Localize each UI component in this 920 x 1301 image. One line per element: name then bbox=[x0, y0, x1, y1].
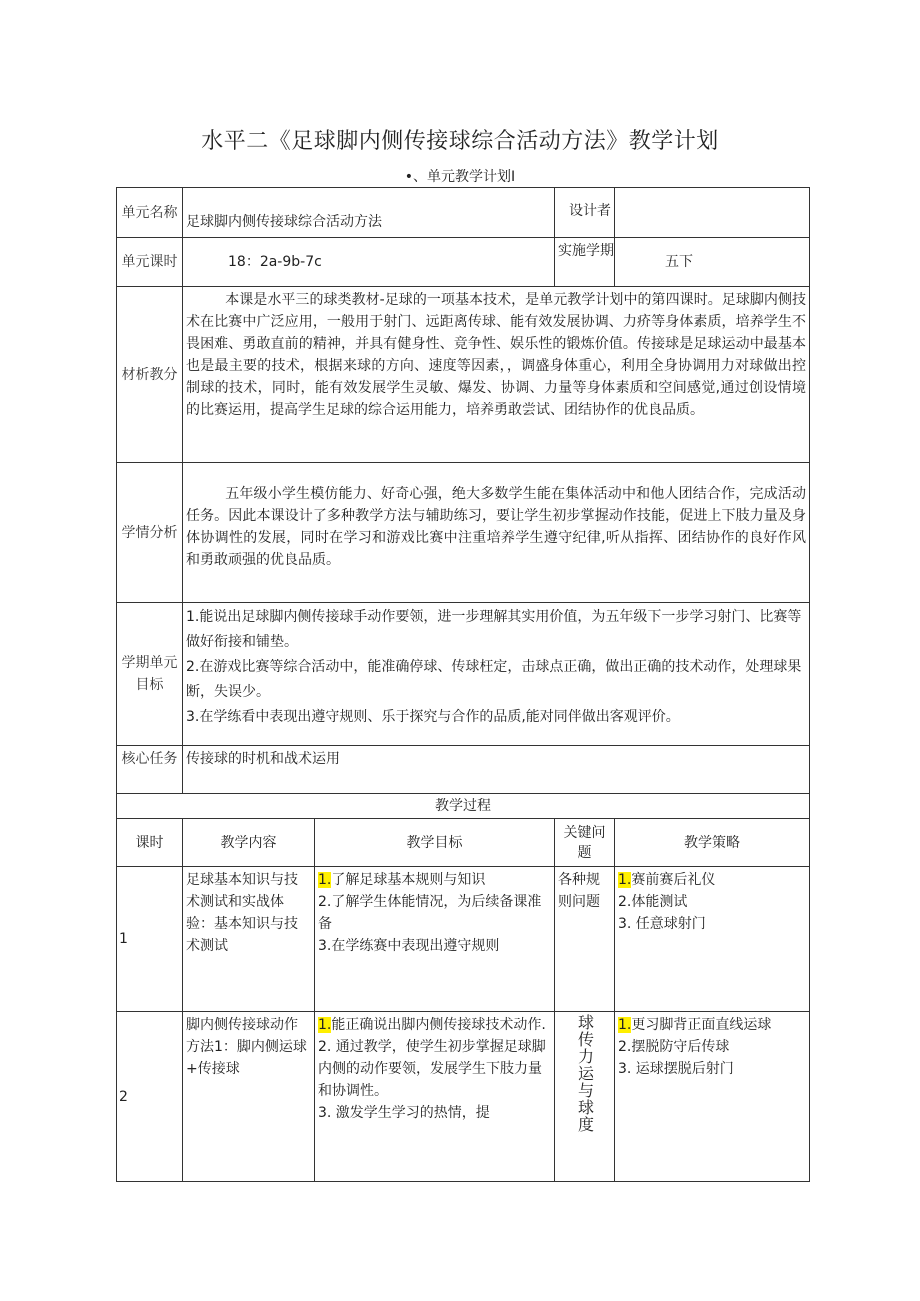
process-header-row bbox=[117, 819, 810, 867]
goal-first: 了解足球基本规则与知识 bbox=[331, 872, 486, 888]
header-goal: 教学目标 bbox=[315, 819, 555, 867]
core-task-label: 核心任务 bbox=[117, 746, 183, 794]
unit-goals-list bbox=[183, 603, 810, 746]
term-value: 五下 bbox=[615, 238, 810, 287]
lesson-number: 2 bbox=[117, 1012, 183, 1182]
strategy-rest: 2.摆脱防守后传球 3. 运球摆脱后射门 bbox=[618, 1039, 734, 1077]
unit-goals-label: 学期单元目标 bbox=[117, 603, 183, 746]
strategy-rest: 2.体能测试 3. 任意球射门 bbox=[618, 894, 706, 932]
lesson-row-1 bbox=[117, 867, 810, 1012]
core-task-text: 传接球的时机和战术运用 bbox=[183, 746, 810, 794]
unit-hours-label: 单元课时 bbox=[117, 238, 183, 287]
strategy-first: 赛前赛后礼仪 bbox=[631, 872, 716, 888]
strategy-highlight-number: 1. bbox=[618, 1017, 632, 1033]
process-heading: 教学过程 bbox=[117, 794, 810, 819]
lesson-key-question: 各种规则问题 bbox=[555, 867, 615, 1012]
lesson-number: 1 bbox=[117, 867, 183, 1012]
goal-rest: 2.了解学生体能情况，为后续备课准备 3.在学练赛中表现出遵守规则 bbox=[318, 894, 542, 954]
key-question-vertical-text: 球传力运与球度 bbox=[575, 1014, 595, 1133]
header-content: 教学内容 bbox=[183, 819, 315, 867]
goal-highlight-number: 1. bbox=[318, 872, 332, 888]
unit-hours-row bbox=[117, 238, 810, 287]
material-analysis-text: 本课是水平三的球类教材-足球的一项基本技术，是单元教学计划中的第四课时。足球脚内侧技术在比赛中广泛应用，一般用于射门、远距离传球、能有效发展协调、力疥等身体素质，培养学生不畏困难、勇敢直前的精神，并具有健身性、竞争性、娱乐性的锻炼价值。传接球是足球运动中最基本也是最主要的技术，根据来球的方向、速度等因素，，调盛身体重心，利用全身协调用力对球做出控制球的技术，同时，能有效发展学生灵敏、爆发、协调、力量等身体素质和空间感觉,通过创设情境的比赛运用，提高学生足球的综合运用能力，培养勇敢尝试、团结协作的优良品质。 bbox=[183, 287, 810, 463]
goal-first: 能正确说出脚内侧传接球技术动作. bbox=[331, 1017, 546, 1033]
lesson-goals bbox=[315, 1012, 555, 1182]
section-subtitle: •、单元教学计划I bbox=[404, 169, 516, 185]
lesson-content: 足球基本知识与技术测试和实战体验：基本知识与技术测试 bbox=[183, 867, 315, 1012]
student-analysis-text: 五年级小学生模仿能力、好奇心强，绝大多数学生能在集体活动中和他人团结合作，完成活动任务。因此本课设计了多种教学方法与辅助练习，要让学生初步掌握动作技能，促进上下肢力量及身体协调性的发展，同时在学习和游戏比赛中注重培养学生遵守纪律,听从指挥、团结协作的良好作风和勇敢顽强的优良品质。 bbox=[183, 463, 810, 603]
lesson-key-question bbox=[555, 1012, 615, 1182]
strategy-first: 更习脚背正面直线运球 bbox=[631, 1017, 772, 1033]
unit-goal-1: 1.能说出足球脚内侧传接球手动作要领，进一步理解其实用价值，为五年级下一步学习射门、比赛等做好衔接和铺垫。 bbox=[186, 609, 802, 650]
material-analysis-label: 材析教分 bbox=[117, 287, 183, 463]
unit-name-row bbox=[117, 188, 810, 238]
designer-label: 设计者 bbox=[555, 188, 615, 238]
unit-goal-2: 2.在游戏比赛等综合活动中，能准确停球、传球枉定，击球点正确，做出正确的技术动作，处理球果断，失误少。 bbox=[186, 659, 802, 700]
lesson-row-2 bbox=[117, 1012, 810, 1182]
unit-name-value: 足球脚内侧传接球综合活动方法 bbox=[183, 188, 555, 238]
material-analysis-row bbox=[117, 287, 810, 463]
unit-goals-row bbox=[117, 603, 810, 746]
unit-hours-value: 18：2a-9b-7c bbox=[183, 238, 555, 287]
designer-value bbox=[615, 188, 810, 238]
document-title: 水平二《足球脚内侧传接球综合活动方法》教学计划 bbox=[201, 129, 719, 154]
unit-goal-3: 3.在学练看中表现出遵守规则、乐于探究与合作的品质,能对同伴做出客观评价。 bbox=[186, 709, 680, 725]
header-key-question: 关键问题 bbox=[555, 819, 615, 867]
lesson-strategy bbox=[615, 867, 810, 1012]
strategy-highlight-number: 1. bbox=[618, 872, 632, 888]
student-analysis-row bbox=[117, 463, 810, 603]
student-analysis-label: 学情分析 bbox=[117, 463, 183, 603]
header-strategy: 教学策略 bbox=[615, 819, 810, 867]
lesson-strategy bbox=[615, 1012, 810, 1182]
goal-highlight-number: 1. bbox=[318, 1017, 332, 1033]
unit-plan-table bbox=[116, 187, 810, 1182]
core-task-row bbox=[117, 746, 810, 794]
unit-name-label: 单元名称 bbox=[117, 188, 183, 238]
process-heading-row bbox=[117, 794, 810, 819]
lesson-goals bbox=[315, 867, 555, 1012]
lesson-content: 脚内侧传接球动作方法1：脚内侧运球+传接球 bbox=[183, 1012, 315, 1182]
header-lesson: 课时 bbox=[117, 819, 183, 867]
goal-rest: 2. 通过教学，使学生初步掌握足球脚内侧的动作要领，发展学生下肢力量和协调性。 3. 激发学生学习的热情，提 bbox=[318, 1039, 546, 1121]
term-label: 实施学期 bbox=[555, 238, 615, 287]
